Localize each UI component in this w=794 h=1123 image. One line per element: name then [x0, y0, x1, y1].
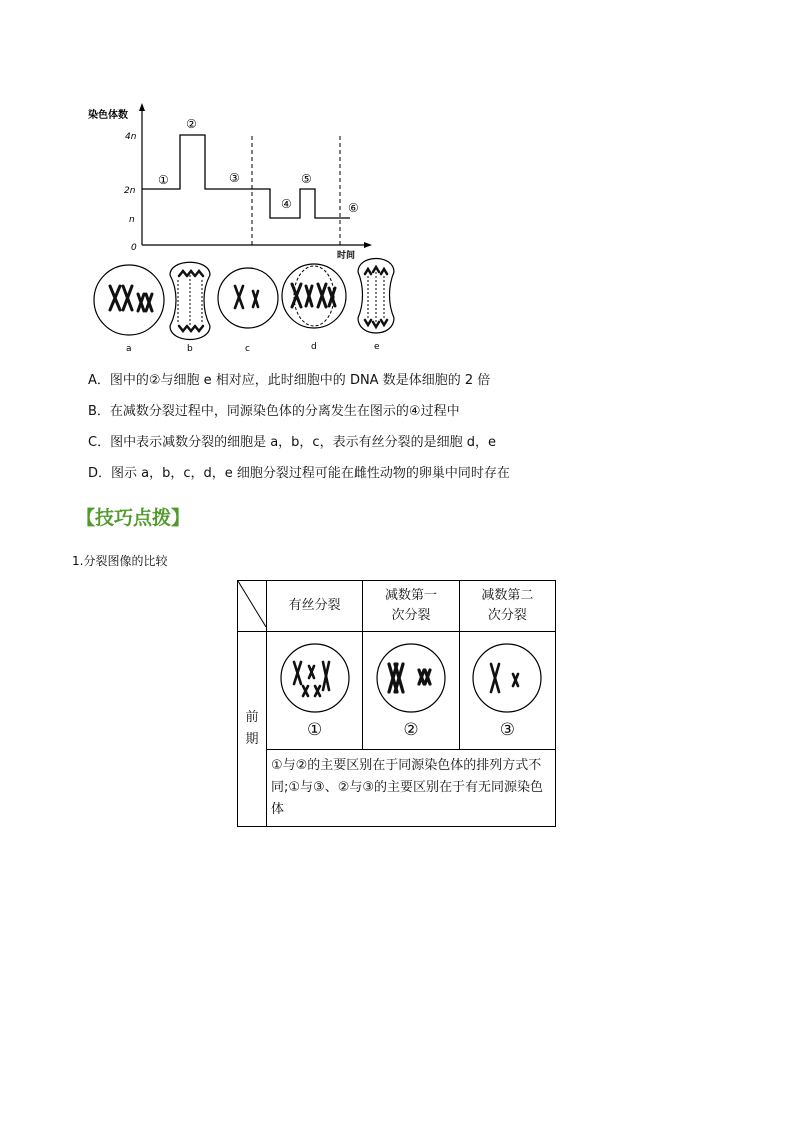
cell-meiosis1-prophase	[363, 632, 459, 750]
cell-b	[170, 262, 210, 339]
header-mitosis	[267, 581, 363, 632]
chromosome-graph-figure	[82, 100, 402, 360]
cell-label-a: a	[126, 344, 132, 354]
y-tick-4n: 4n	[125, 132, 137, 142]
diagram-number-2: ②	[403, 719, 419, 740]
cell-label-d: d	[311, 342, 317, 352]
x-axis-arrow	[364, 242, 372, 248]
cell-meiosis2-prophase	[459, 632, 555, 750]
diagram-number-3: ③	[499, 719, 515, 740]
diagram-number-1: ①	[307, 719, 323, 740]
mitosis-prophase-diagram	[279, 642, 351, 714]
option-b: B．在减数分裂过程中，同源染色体的分离发生在图示的④过程中	[88, 404, 460, 419]
cell-a	[94, 265, 164, 335]
comparison-table	[237, 580, 556, 827]
cell-label-c: c	[245, 344, 250, 354]
header-meiosis-1-line2: 次分裂	[391, 608, 431, 623]
y-tick-0: 0	[131, 243, 137, 253]
cell-label-e: e	[374, 342, 380, 352]
stage-marker-3: ③	[229, 171, 240, 185]
cell-d	[282, 264, 346, 328]
y-axis-arrow	[139, 103, 145, 111]
stage-marker-1: ①	[158, 173, 169, 187]
cell-label-b: b	[187, 344, 193, 354]
header-meiosis-1-line1: 减数第一	[384, 588, 437, 603]
y-axis-label: 染色体数	[88, 110, 128, 121]
stage-marker-5: ⑤	[301, 172, 312, 186]
stage-marker-4: ④	[281, 197, 292, 211]
option-c: C．图中表示减数分裂的细胞是 a，b，c，表示有丝分裂的是细胞 d，e	[88, 435, 496, 450]
corner-cell	[238, 581, 267, 632]
subtitle: 1.分裂图像的比较	[72, 554, 168, 568]
row-label-prophase	[238, 632, 267, 827]
stage-marker-6: ⑥	[348, 201, 359, 215]
meiosis1-prophase-diagram	[375, 642, 447, 714]
header-meiosis-1	[363, 581, 459, 632]
diagonal-line	[238, 581, 266, 627]
row-label-char-1: 前	[245, 710, 259, 725]
header-mitosis-text: 有丝分裂	[288, 598, 341, 613]
header-meiosis-2-line1: 减数第二	[481, 588, 534, 603]
y-tick-2n: 2n	[124, 186, 136, 196]
cell-mitosis-prophase	[267, 632, 363, 750]
header-meiosis-2	[459, 581, 555, 632]
header-meiosis-2-line2: 次分裂	[487, 608, 527, 623]
chromosome-step-line	[142, 135, 350, 218]
option-d: D．图示 a，b，c，d，e 细胞分裂过程可能在雌性动物的卵巢中同时存在	[88, 466, 510, 481]
stage-marker-2: ②	[186, 117, 197, 131]
cell-c	[218, 268, 278, 328]
comparison-note: ①与②的主要区别在于同源染色体的排列方式不同;①与③、②与③的主要区别在于有无同源染色体	[267, 750, 556, 827]
option-a: A．图中的②与细胞 e 相对应，此时细胞中的 DNA 数是体细胞的 2 倍	[88, 373, 491, 388]
y-tick-n: n	[129, 215, 135, 225]
x-axis-label: 时间	[337, 251, 356, 261]
cell-e	[358, 259, 394, 334]
row-label-char-2: 期	[245, 732, 259, 747]
section-heading: 【技巧点拨】	[76, 507, 191, 529]
graph-axes	[139, 103, 372, 248]
meiosis2-prophase-diagram	[471, 642, 543, 714]
